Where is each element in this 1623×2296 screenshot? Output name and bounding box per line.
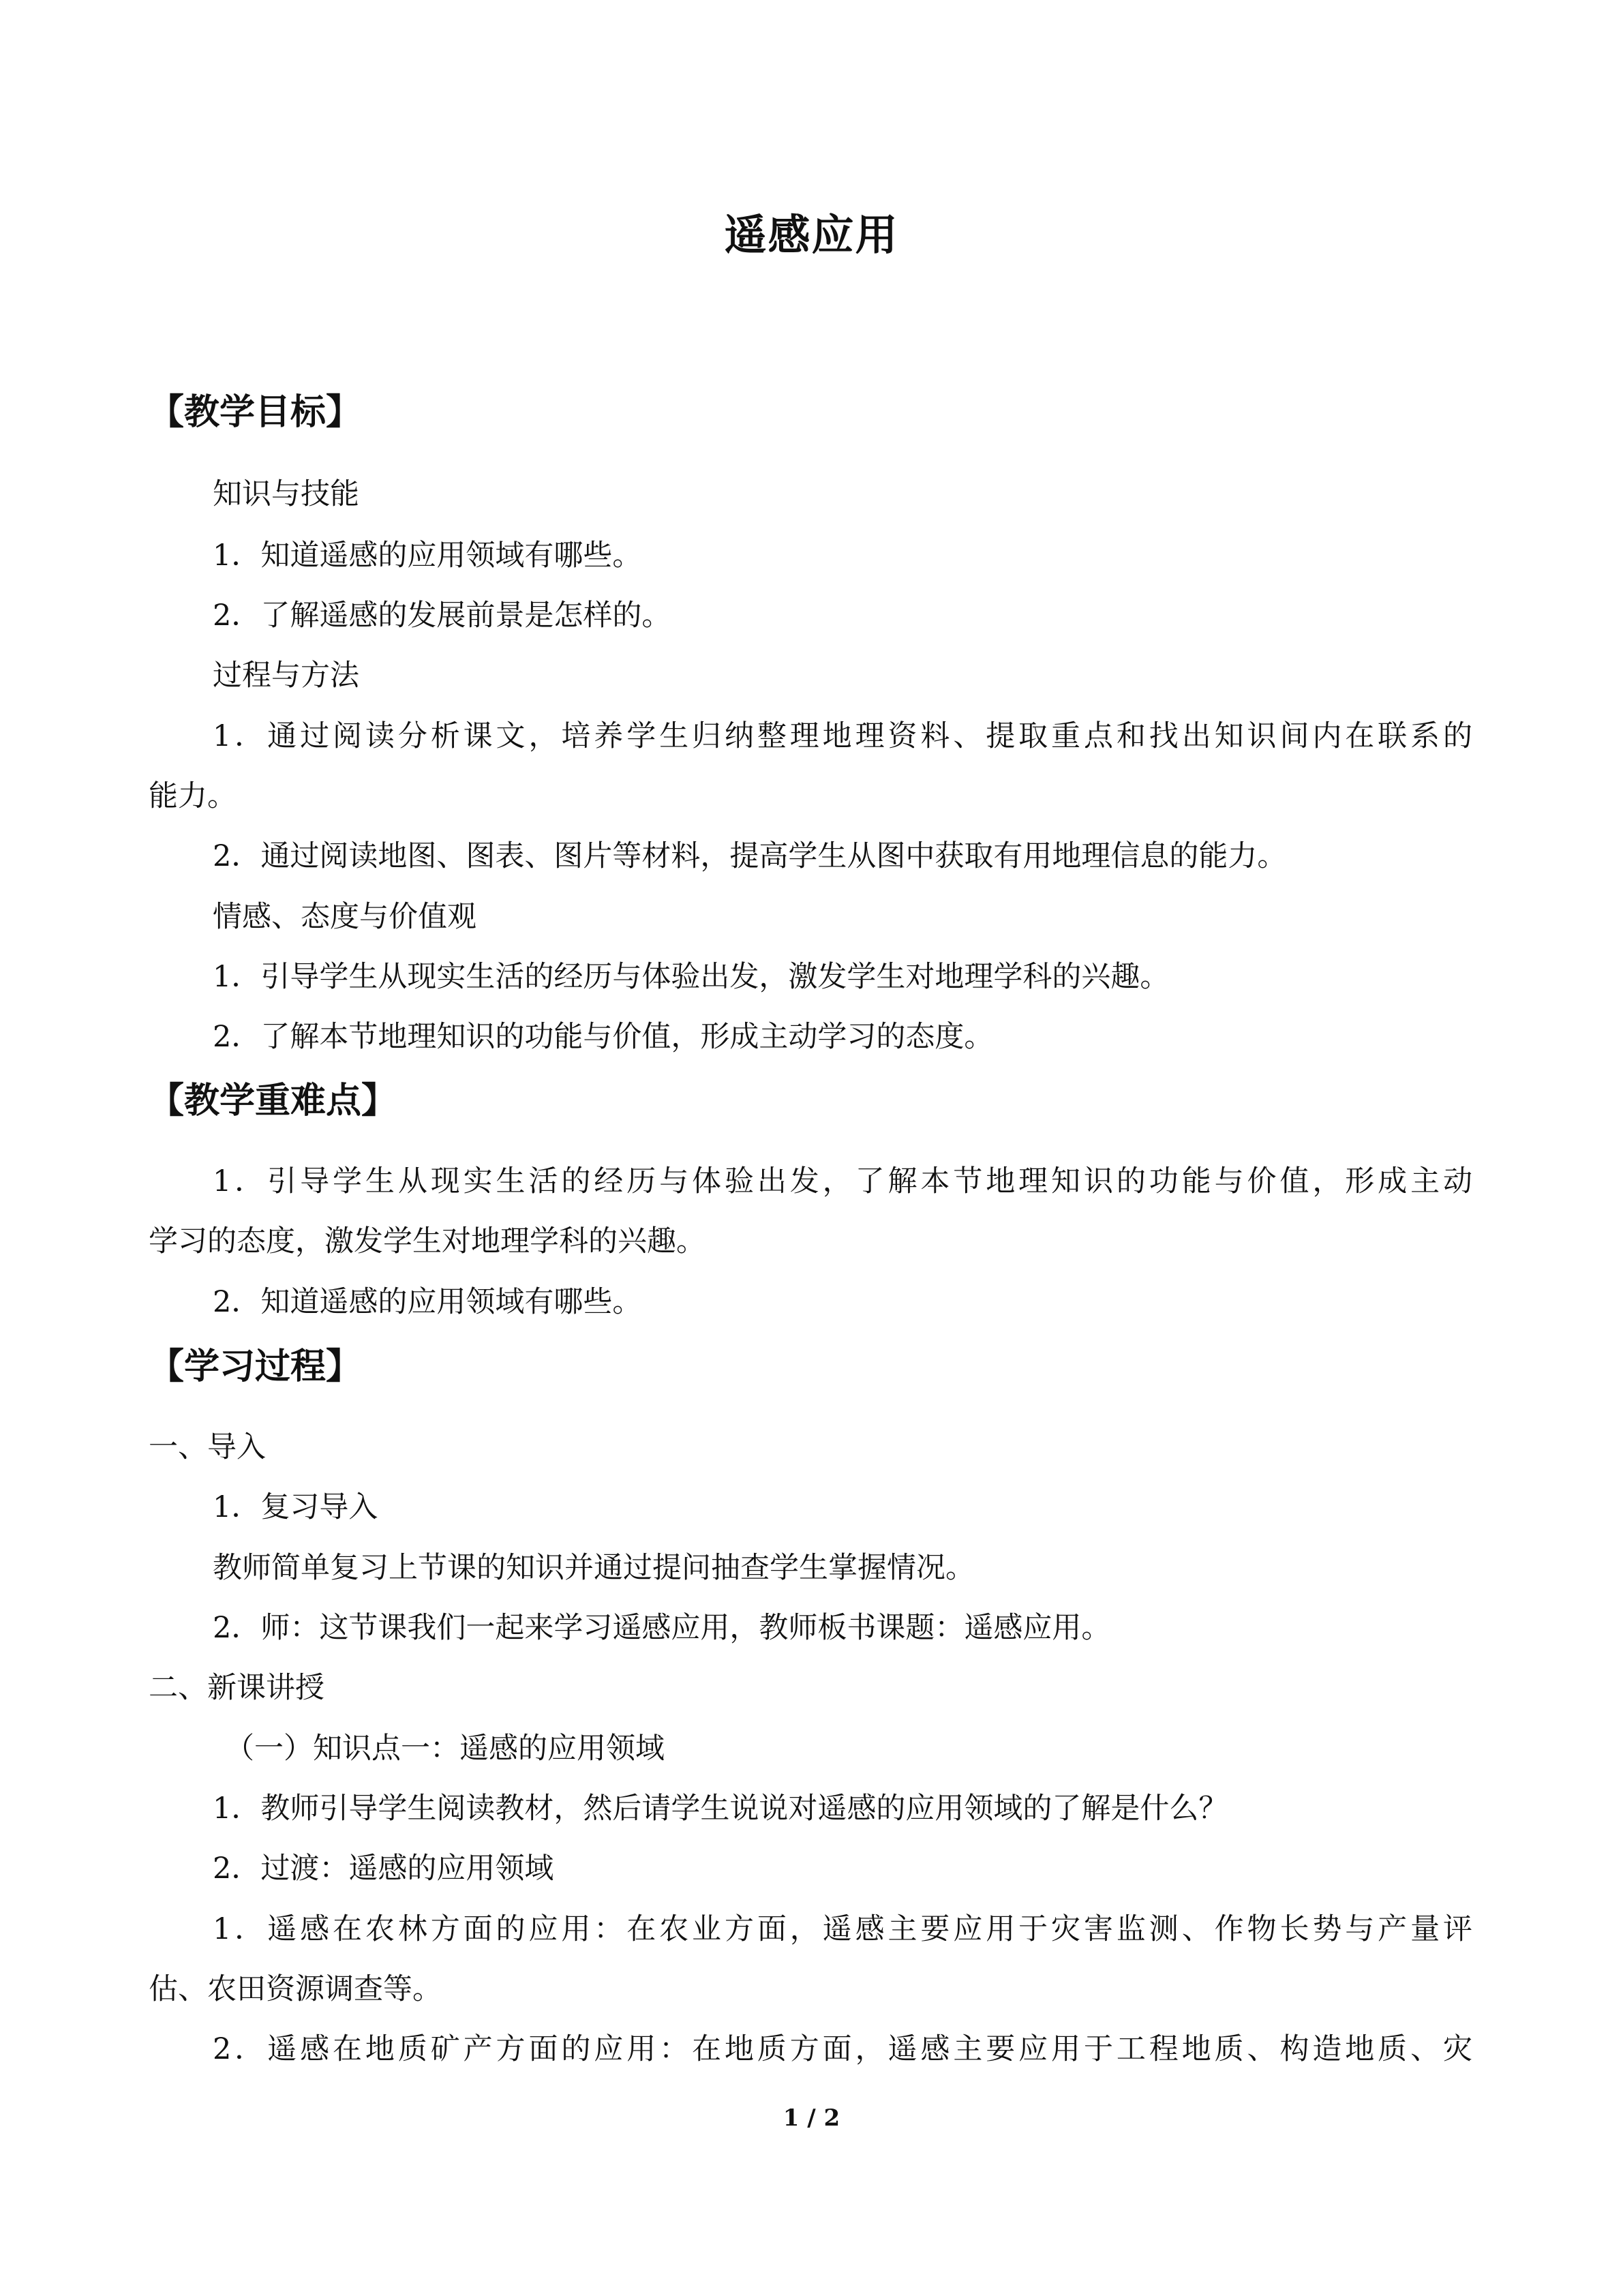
subheading-attitude: 情感、态度与价值观 — [213, 900, 476, 934]
paragraph: 1．知道遥感的应用领域有哪些。 — [213, 539, 642, 573]
paragraph: （一）知识点一：遥感的应用领域 — [225, 1732, 665, 1766]
section-heading-process: 【学习过程】 — [149, 1346, 362, 1387]
paragraph: 1．通过阅读分析课文，培养学生归纳整理地理资料、提取重点和找出知识间内在联系的 — [213, 719, 1472, 753]
paragraph: 1．引导学生从现实生活的经历与体验出发，了解本节地理知识的功能与价值，形成主动 — [213, 1164, 1472, 1198]
paragraph: 2．通过阅读地图、图表、图片等材料，提高学生从图中获取有用地理信息的能力。 — [213, 839, 1287, 873]
paragraph: 2．了解遥感的发展前景是怎样的。 — [213, 599, 671, 633]
section-heading-objectives: 【教学目标】 — [149, 392, 362, 433]
subheading-process: 过程与方法 — [213, 659, 359, 693]
paragraph: 2．过渡：遥感的应用领域 — [213, 1852, 554, 1886]
paragraph: 教师简单复习上节课的知识并通过提问抽查学生掌握情况。 — [213, 1551, 975, 1585]
paragraph: 能力。 — [149, 779, 237, 813]
page-title: 遥感应用 — [724, 210, 899, 260]
section-heading-key-points: 【教学重难点】 — [149, 1081, 397, 1121]
paragraph: 二、新课讲授 — [149, 1671, 324, 1705]
paragraph: 1．复习导入 — [213, 1490, 378, 1524]
paragraph: 1．教师引导学生阅读教材，然后请学生说说对遥感的应用领域的了解是什么？ — [213, 1792, 1228, 1826]
paragraph: 1．遥感在农林方面的应用：在农业方面，遥感主要应用于灾害监测、作物长势与产量评 — [213, 1912, 1472, 1946]
paragraph: 2．了解本节地理知识的功能与价值，形成主动学习的态度。 — [213, 1020, 994, 1054]
paragraph: 学习的态度，激发学生对地理学科的兴趣。 — [149, 1224, 706, 1258]
paragraph: 估、农田资源调查等。 — [149, 1972, 442, 2006]
paragraph: 2．师：这节课我们一起来学习遥感应用，教师板书课题：遥感应用。 — [213, 1611, 1111, 1645]
subheading-knowledge: 知识与技能 — [213, 477, 359, 511]
paragraph: 2．知道遥感的应用领域有哪些。 — [213, 1285, 642, 1319]
paragraph: 一、导入 — [149, 1430, 266, 1464]
paragraph: 1．引导学生从现实生活的经历与体验出发，激发学生对地理学科的兴趣。 — [213, 960, 1170, 994]
paragraph: 2．遥感在地质矿产方面的应用：在地质方面，遥感主要应用于工程地质、构造地质、灾 — [213, 2032, 1472, 2066]
page-number: 1 / 2 — [783, 2104, 840, 2132]
